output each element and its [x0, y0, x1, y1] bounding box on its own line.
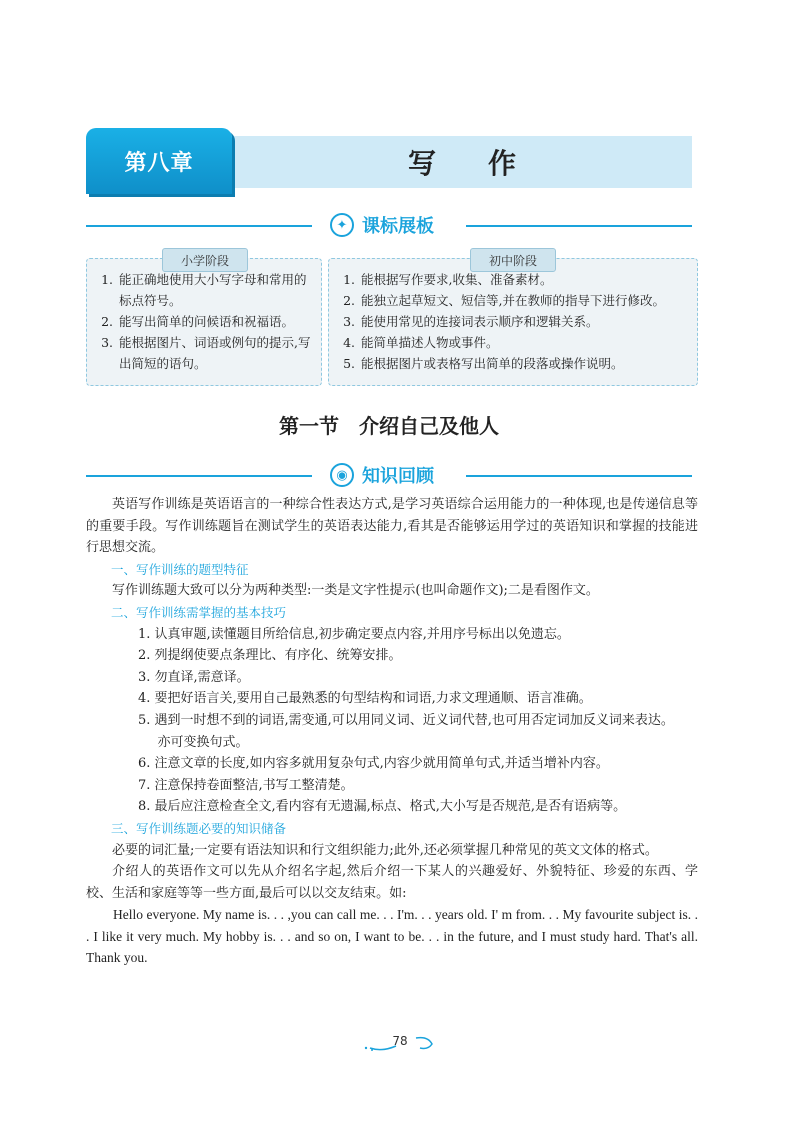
section-title: 第一节 介绍自己及他人 — [279, 414, 499, 438]
list-item: 1. 能根据写作要求,收集、准备素材。 — [359, 269, 687, 290]
banner-divider — [86, 225, 312, 227]
chapter-tab: 第八章 — [86, 128, 232, 194]
list-item: 3. 能使用常见的连接词表示顺序和逻辑关系。 — [359, 311, 687, 332]
skill-item: 3. 勿直译,需意译。 — [138, 669, 250, 685]
banner-title: 知识回顾 — [362, 466, 434, 487]
owl-icon: ◉ — [330, 463, 354, 487]
skill-item: 2. 列提纲使要点条理比、有序化、统筹安排。 — [138, 648, 402, 664]
skill-item: 1. 认真审题,读懂题目所给信息,初步确定要点内容,并用序号标出以免遗忘。 — [138, 626, 570, 642]
list-item: 1. 能正确地使用大小写字母和常用的标点符号。 — [117, 269, 311, 311]
skill-item-text: 5. 遇到一时想不到的词语,需变通,可以用同义词、近义词代替,也可用否定词加反义词来表达。 — [138, 712, 674, 728]
skill-item: 4. 要把好语言关,要用自己最熟悉的句型结构和词语,力求文理通顺、语言准确。 — [138, 691, 592, 707]
intro-person-paragraph: 介绍人的英语作文可以先从介绍名字起,然后介绍一下某人的兴趣爱好、外貌特征、珍爱的东西、学校、生活和家庭等等一些方面,最后可以以交友结束。如: — [86, 864, 698, 901]
english-sample: Hello everyone. My name is. . . ,you can call me. . . I'm. . . years old. I' m from. . . My favourite subject is. . . I like it very much. My hobby is. . . and so on, I want to be. . . in the future, and I must study hard. That's all. Thank you. — [86, 907, 698, 966]
banner-divider — [466, 475, 692, 477]
junior-stage-tag: 初中阶段 — [470, 248, 556, 272]
skill-item: 7. 注意保持卷面整洁,书写工整清楚。 — [138, 777, 354, 793]
banner-label — [330, 210, 434, 240]
skill-item — [86, 710, 698, 753]
banner-title: 课标展板 — [362, 216, 434, 237]
primary-stage-tag: 小学阶段 — [162, 248, 248, 272]
primary-stage-box — [86, 258, 322, 386]
junior-stage-box — [328, 258, 698, 386]
review-banner — [86, 460, 692, 490]
banner-divider — [86, 475, 312, 477]
body-text — [86, 494, 698, 969]
banner-label — [330, 460, 434, 490]
page-number-badge — [360, 1030, 440, 1052]
banner-divider — [466, 225, 692, 227]
heading-knowledge: 三、写作训练题必要的知识储备 — [111, 820, 287, 836]
heading-basic-skills: 二、写作训练需掌握的基本技巧 — [111, 604, 287, 620]
intro-paragraph: 英语写作训练是英语语言的一种综合性表达方式,是学习英语综合运用能力的一种体现,也是传递信息等的重要手段。写作训练题旨在测试学生的英语表达能力,看其是否能够运用学过的英语知识和掌握的技能进行思想交流。 — [86, 497, 698, 556]
compass-icon: ✦ — [330, 213, 354, 237]
knowledge-text: 必要的词汇量;一定要有语法知识和行文组织能力;此外,还必须掌握几种常见的英文文体的格式。 — [112, 842, 658, 858]
skill-item: 8. 最后应注意检查全文,看内容有无遗漏,标点、格式,大小写是否规范,是否有语病等。 — [138, 799, 627, 815]
list-item: 5. 能根据图片或表格写出简单的段落或操作说明。 — [359, 353, 687, 374]
list-item: 2. 能写出简单的问候语和祝福语。 — [117, 311, 311, 332]
list-item: 4. 能简单描述人物或事件。 — [359, 332, 687, 353]
question-types-text: 写作训练题大致可以分为两种类型:一类是文字性提示(也叫命题作文);二是看图作文。 — [112, 583, 599, 599]
skill-item-continuation: 亦可变换句式。 — [157, 734, 249, 750]
heading-question-types: 一、写作训练的题型特征 — [111, 561, 249, 577]
curriculum-banner — [86, 210, 692, 240]
chapter-title: 写作 — [407, 147, 568, 180]
list-item: 2. 能独立起草短文、短信等,并在教师的指导下进行修改。 — [359, 290, 687, 311]
skill-item: 6. 注意文章的长度,如内容多就用复杂句式,内容少就用简单句式,并适当增补内容。 — [138, 756, 609, 772]
list-item: 3. 能根据图片、词语或例句的提示,写出简短的语句。 — [117, 332, 311, 374]
page-number: 78 — [392, 1034, 408, 1048]
